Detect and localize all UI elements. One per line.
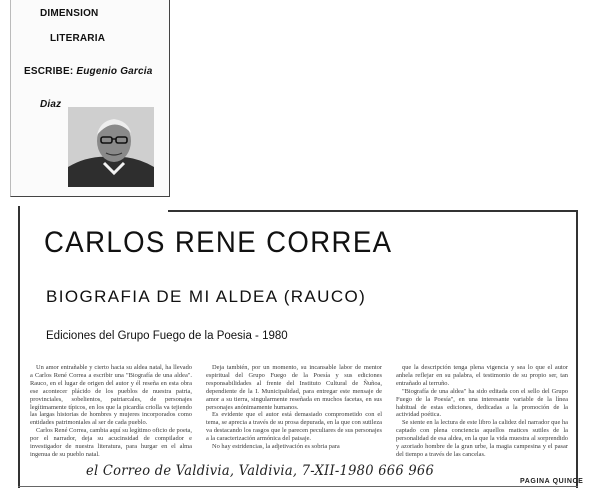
column-paragraph: que la descripción tenga plena vigencia y sea lo que el autor anhela reflejar en su palabra, el testimonio de su propio ser, tan entrañado al terruño. xyxy=(396,364,568,387)
article-frame-right-rule xyxy=(576,212,578,488)
article-column-2 xyxy=(206,364,382,464)
column-paragraph: Deja también, por un momento, su incansable labor de mentor espiritual del Grupo Fuego de la Poesía y sus ediciones responsabilidades al frente del Instituto Cultural de Ñuñoa, dependiente de la I. Municipalidad, para entregar este mensaje de amor a su tierra, singularmente reseñada en muchos facetas, en sus personajes anónimamente humanos. xyxy=(206,364,382,411)
article-column-3 xyxy=(396,364,568,464)
column-paragraph: Se siente en la lectura de este libro la calidez del narrador que ha captado con plena conciencia aquellos matices sutiles de la personalidad de esa aldea, en la que la vida muestra al sorprendido y azoriado hombre de la gran urbe, la magia campesina y el pasar del tiempo a través de las cancelas. xyxy=(396,419,568,458)
edition-credit: Ediciones del Grupo Fuego de la Poesia - 1980 xyxy=(46,330,288,342)
author-portrait-drawing xyxy=(68,107,154,187)
byline-author-name: Eugenio Garcia xyxy=(76,66,153,77)
column-paragraph: "Biografía de una aldea" ha sido editada con el sello del Grupo Fuego de la Poesía", en una interesante variable de la línea habitual de estas ediciones, dedicadas a la promoción de la actividad poética. xyxy=(396,387,568,419)
byline-author-name-continued: Diaz xyxy=(40,99,62,110)
article-frame-bottom-rule xyxy=(18,486,578,487)
article-subtitle: BIOGRAFIA DE MI ALDEA (RAUCO) xyxy=(46,287,367,306)
article-column-1 xyxy=(30,364,192,464)
article-frame-left-rule xyxy=(18,206,20,488)
article-title: CARLOS RENE CORREA xyxy=(44,226,393,259)
column-paragraph: No hay estridencias, la adjetivación es sobria para xyxy=(212,443,340,451)
byline xyxy=(24,66,153,77)
article-frame-top-rule xyxy=(168,210,578,212)
byline-label: ESCRIBE: xyxy=(24,66,74,77)
section-name-line1: DIMENSION xyxy=(40,8,99,19)
handwritten-source-note: el Correo de Valdivia, Valdivia, 7-XII-1980 666 966 xyxy=(86,463,435,479)
page-number-label: PAGINA QUINCE xyxy=(520,478,584,485)
column-paragraph: Carlos René Correa, cambia aquí su legítimo oficio de poeta, por el narrador, deja su acucinsidad de compilador e investigador de nuestra literatura, para hurgar en el alma ingenua de su pueblo natal. xyxy=(30,427,192,458)
author-portrait-icon xyxy=(68,107,154,187)
section-name-line2: LITERARIA xyxy=(50,33,106,44)
column-paragraph: Es evidente que el autor está demasiado comprometido con el tema, se aprecia a través de su prosa depurada, en la que con sutileza va destacando los rasgos que le parecen peculiares de sus personajes a la caracterización armónica del paisaje. xyxy=(206,411,382,443)
column-paragraph: Un amor entrañable y cierto hacia su aldea natal, ha llevado a Carlos René Correa a escribir una "Biografía de una aldea". Rauco, en el lugar de origen del autor y él reseña en esta obra ese acontecer plácido de los pueblos de nuestra patria, provinciales, sobelientos, patriarcales, de personajes legítimamente típicos, en los que la picardía criolla va tejiendo las largas historias de hombres y mujeres incorporados como entidades patrimoniales al ser de cada pueblo. xyxy=(30,364,192,427)
